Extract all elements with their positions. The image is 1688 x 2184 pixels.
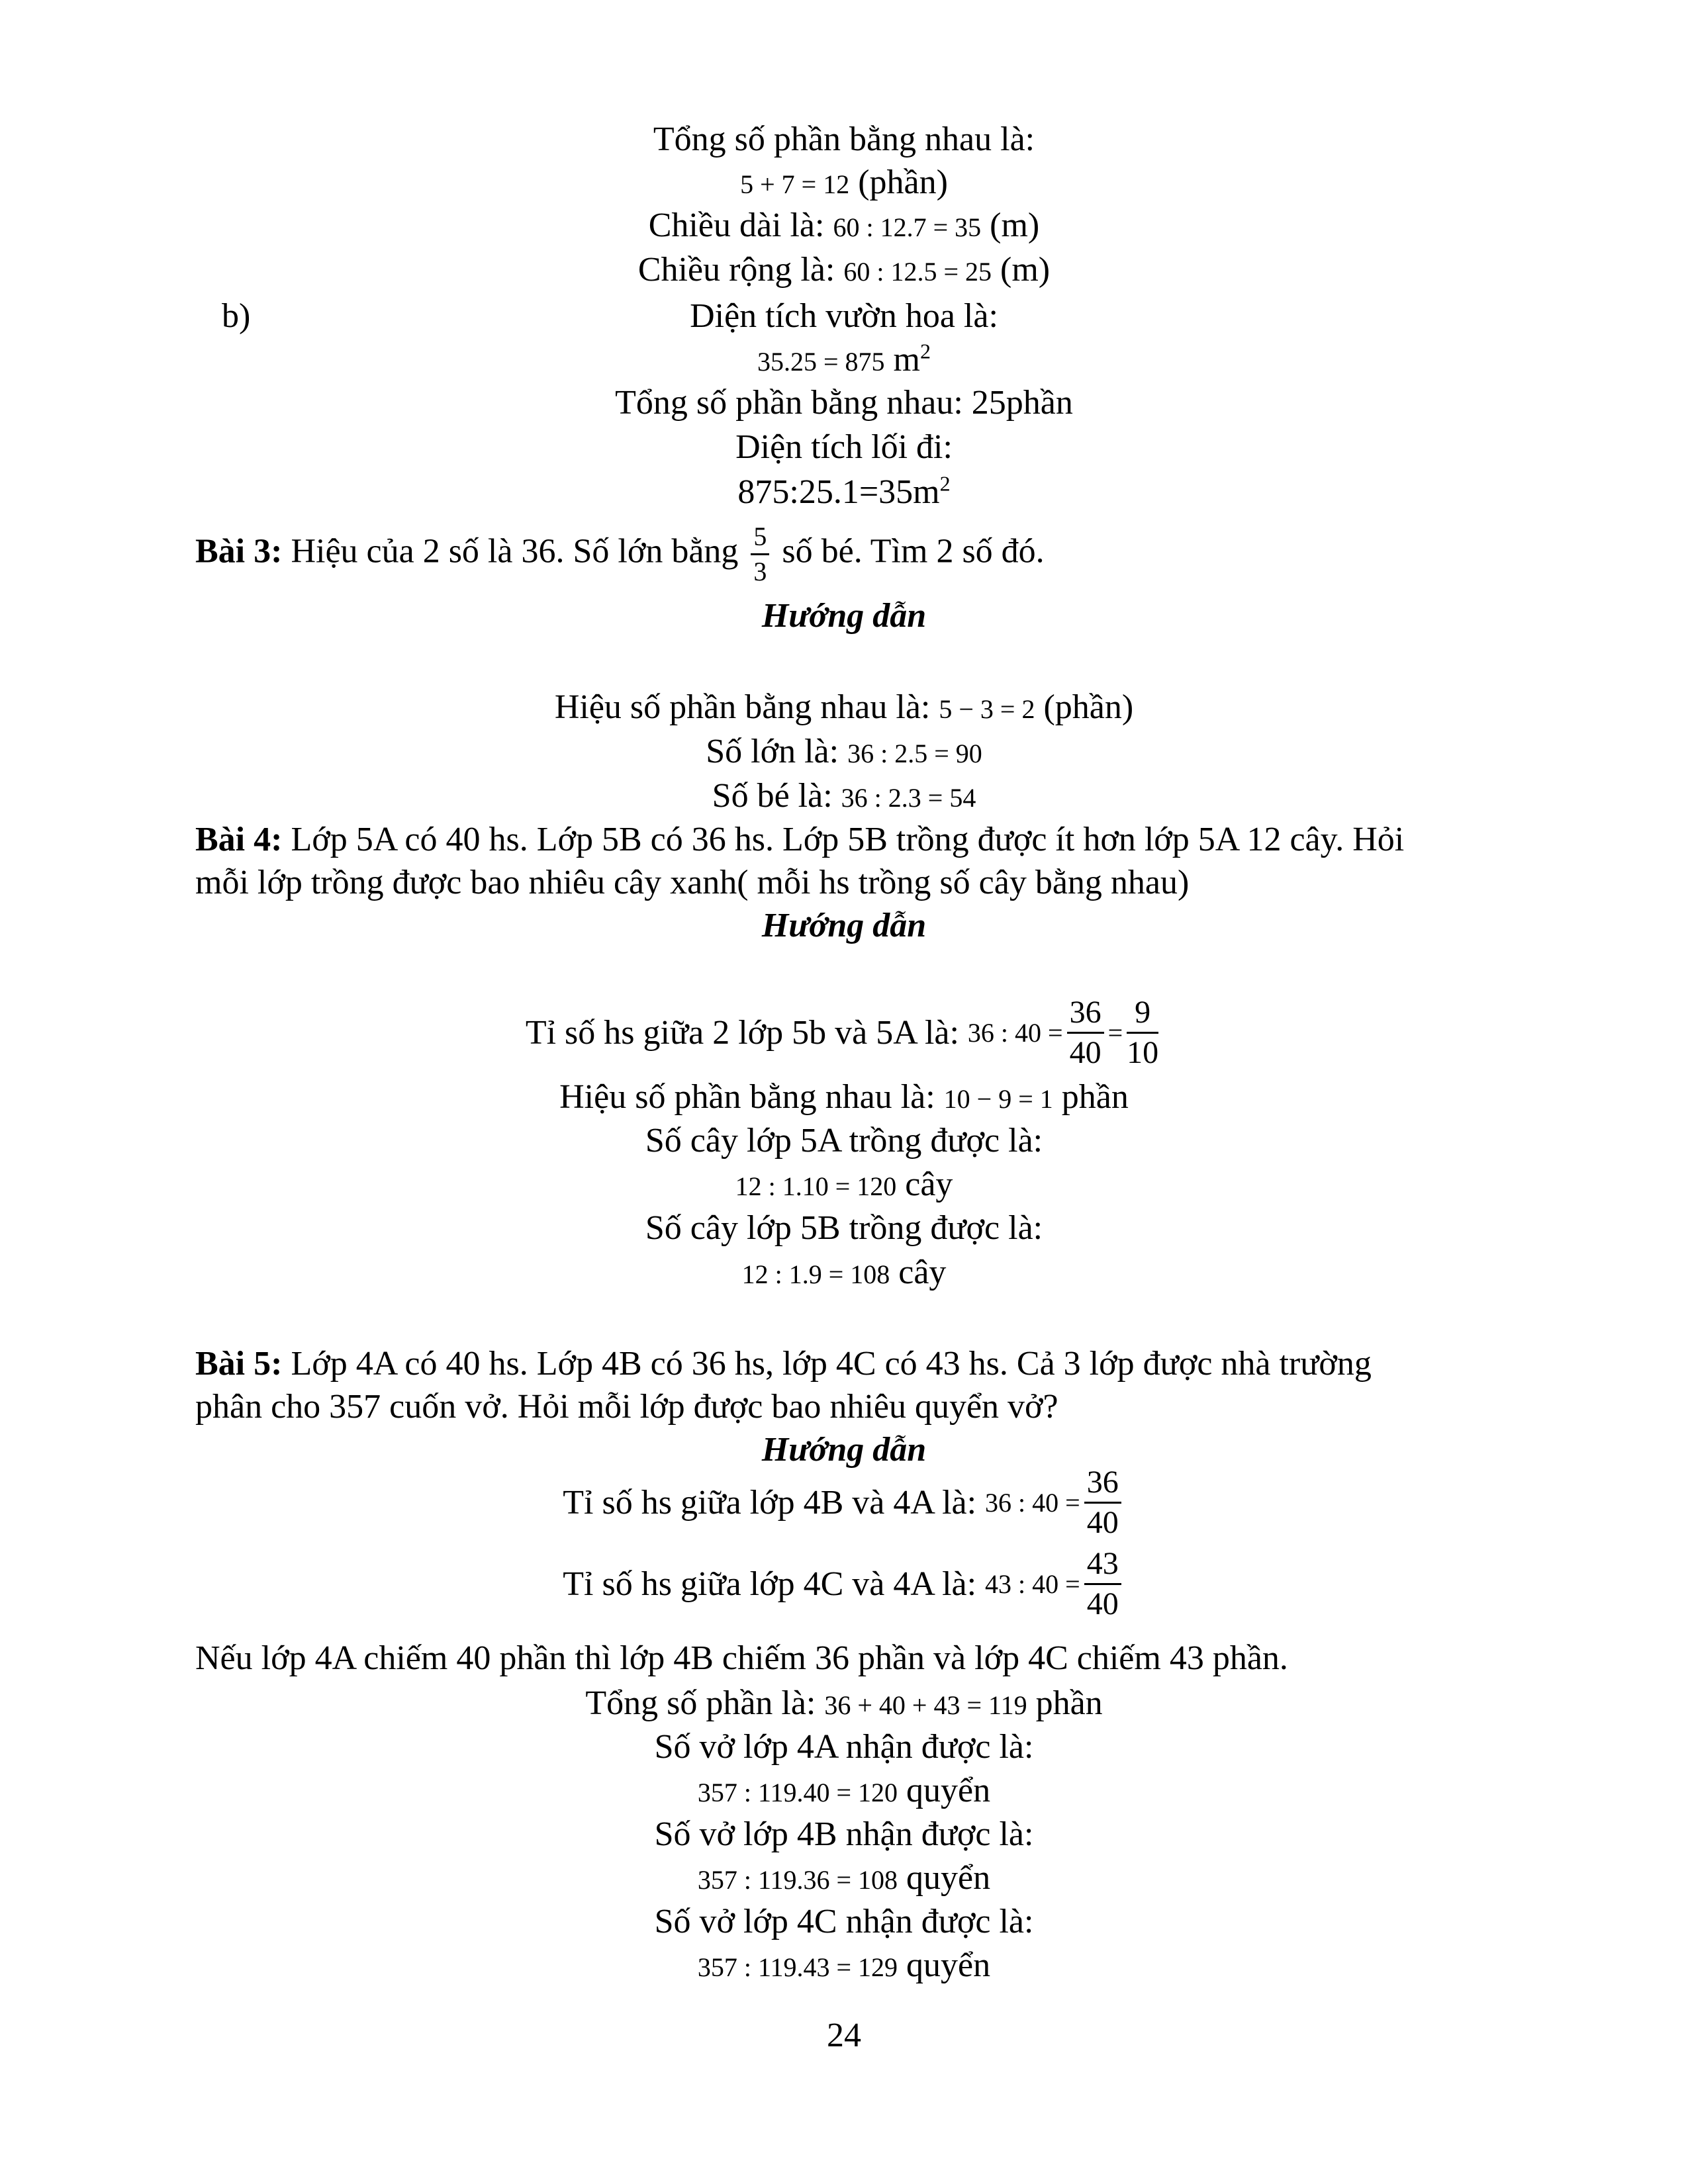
bai3-guide-heading: Hướng dẫn [761,597,927,635]
bai5-label: Bài 5: [195,1345,283,1383]
bai4-line-diff [0,1080,1688,1115]
bai5-4c-expr: 357 : 119.43 = 129 [697,1952,898,1982]
bai4-problem-line2: mỗi lớp trồng được bao nhiêu cây xanh( mỗi hs trồng số cây bằng nhau) [195,864,1190,901]
bai4-eq: = [1107,1017,1123,1048]
bai5-problem-line2: phân cho 357 cuốn vở. Hỏi mỗi lớp được bao nhiêu quyển vở? [195,1388,1058,1426]
b2-line-length [0,208,1688,243]
bai3-line-large [0,735,1688,769]
b2-line-path-title: Diện tích lối đi: [735,428,953,466]
b2-length-unit: (m) [981,206,1040,244]
bai4-5b-expr: 12 : 1.9 = 108 [741,1259,890,1289]
bai5-line-4b-title: Số vở lớp 4B nhận được là: [654,1815,1034,1853]
b2-line-total-25: Tổng số phần bằng nhau: 25phần [615,384,1073,422]
bai3-small-expr: 36 : 2.3 = 54 [841,783,976,813]
bai3-line-diff [0,690,1688,725]
bai3-diff-expr: 5 − 3 = 2 [939,694,1035,724]
bai4-f2-den: 10 [1127,1035,1159,1071]
b2-line-area-title: Diện tích vườn hoa là: [690,297,998,335]
bai5-line-4a-title: Số vở lớp 4A nhận được là: [654,1728,1034,1766]
bai5-f1-den: 40 [1086,1505,1119,1541]
b2-line-width [0,253,1688,287]
bai3-fraction [751,523,769,586]
bai4-line-5b [0,1255,1688,1290]
b2-line-path-area [0,471,1688,511]
bai5-line-4a [0,1774,1688,1808]
bai5-line-4c-title: Số vở lớp 4C nhận được là: [654,1903,1034,1940]
bai3-frac-den: 3 [753,557,767,586]
bai5-ratio-4b-expr: 36 : 40 = [985,1487,1080,1518]
bai5-f2-num: 43 [1084,1547,1121,1585]
bai4-line-ratio [0,996,1688,1070]
bai5-ratio-4b-label: Tỉ số hs giữa lớp 4B và 4A là: [563,1483,986,1522]
bai4-diff-label: Hiệu số phần bằng nhau là: [559,1078,944,1116]
b2-width-label: Chiều rộng là: [637,251,844,289]
bai4-5b-unit: cây [890,1253,947,1291]
bai4-label: Bài 4: [195,821,283,858]
b2-width-unit: (m) [992,251,1051,289]
bai5-4b-expr: 357 : 119.36 = 108 [697,1865,898,1895]
bai5-4a-unit: quyển [898,1772,991,1809]
b2-area-sup: 2 [920,339,931,363]
bai4-line-5a-title: Số cây lớp 5A trồng được là: [645,1122,1043,1160]
bai4-f1-den: 40 [1069,1035,1102,1071]
bai4-fraction-36-40 [1067,996,1104,1070]
bai4-text1: Lớp 5A có 40 hs. Lớp 5B có 36 hs. Lớp 5B trồng được ít hơn lớp 5A 12 cây. Hỏi [282,821,1405,858]
bai3-diff-unit: (phần) [1035,688,1134,726]
bai3-label: Bài 3: [195,532,283,570]
bai5-guide-heading: Hướng dẫn [761,1431,927,1469]
bai3-line-small [0,779,1688,813]
bai3-large-expr: 36 : 2.5 = 90 [847,739,982,768]
bai5-ratio-4c-label: Tỉ số hs giữa lớp 4C và 4A là: [563,1565,986,1603]
b2-line-sum [0,165,1688,200]
b2-line-total-parts: Tổng số phần bằng nhau là: [653,120,1035,158]
bai4-problem-line1 [195,823,1404,857]
b2-length-expr: 60 : 12.7 = 35 [833,212,982,242]
bai5-total-unit: phần [1027,1684,1103,1722]
bai4-fraction-9-10 [1127,996,1158,1070]
bai3-text2: số bé. Tìm 2 số đó. [773,532,1045,570]
bai5-4c-unit: quyển [898,1946,991,1984]
bai5-f2-den: 40 [1086,1586,1119,1622]
bai4-f1-num: 36 [1067,996,1104,1034]
bai3-text1: Hiệu của 2 số là 36. Số lớn bằng [282,532,747,570]
b2-path-expr: 875:25.1=35m [737,473,940,511]
bai4-line-5a [0,1167,1688,1202]
b2-sum-expr: 5 + 7 = 12 [740,169,850,199]
bai5-ratio-4c-expr: 43 : 40 = [985,1569,1080,1599]
bai4-ratio-expr: 36 : 40 = [967,1017,1063,1048]
bai4-line-5b-title: Số cây lớp 5B trồng được là: [645,1209,1043,1247]
bai5-line-parts-explain: Nếu lớp 4A chiếm 40 phần thì lớp 4B chiếm 36 phần và lớp 4C chiếm 43 phần. [195,1639,1288,1677]
b2-path-sup: 2 [939,471,951,496]
bai3-problem [195,523,1045,586]
bai5-text1: Lớp 4A có 40 hs. Lớp 4B có 36 hs, lớp 4C có 43 hs. Cả 3 lớp được nhà trường [282,1345,1372,1383]
bai5-line-ratio-4b [0,1466,1688,1540]
page-number: 24 [827,2017,861,2054]
bai4-diff-unit: phần [1053,1078,1129,1116]
bai5-line-4b [0,1861,1688,1895]
bai3-frac-num: 5 [751,523,769,555]
bai5-fraction-36-40 [1084,1466,1121,1540]
b2-area-expr: 35.25 = 875 [757,347,885,377]
bai4-guide-heading: Hướng dẫn [761,907,927,944]
bai3-diff-label: Hiệu số phần bằng nhau là: [554,688,939,726]
bai5-line-ratio-4c [0,1547,1688,1621]
bai4-f2-num: 9 [1127,996,1158,1034]
bai5-4a-expr: 357 : 119.40 = 120 [697,1778,898,1807]
bai5-total-expr: 36 + 40 + 43 = 119 [824,1690,1027,1720]
b2-line-area [0,339,1688,379]
b2-sum-unit: (phần) [849,163,948,201]
bai3-small-label: Số bé là: [712,777,841,815]
bai5-4b-unit: quyển [898,1859,991,1897]
b2-length-label: Chiều dài là: [648,206,833,244]
bai3-large-label: Số lớn là: [706,733,848,770]
bai5-line-total [0,1686,1688,1721]
b2-width-expr: 60 : 12.5 = 25 [843,257,992,287]
b2-part-b-label: b) [222,297,251,335]
bai4-ratio-label: Tỉ số hs giữa 2 lớp 5b và 5A là: [525,1013,968,1052]
bai4-diff-expr: 10 − 9 = 1 [943,1084,1053,1114]
bai5-total-label: Tổng số phần là: [585,1684,825,1722]
b2-area-unit: m [884,341,920,379]
bai5-line-4c [0,1948,1688,1983]
bai5-problem-line1 [195,1347,1372,1381]
bai4-5a-expr: 12 : 1.10 = 120 [735,1171,897,1201]
bai5-f1-num: 36 [1084,1466,1121,1504]
bai4-5a-unit: cây [896,1165,953,1203]
bai5-fraction-43-40 [1084,1547,1121,1621]
